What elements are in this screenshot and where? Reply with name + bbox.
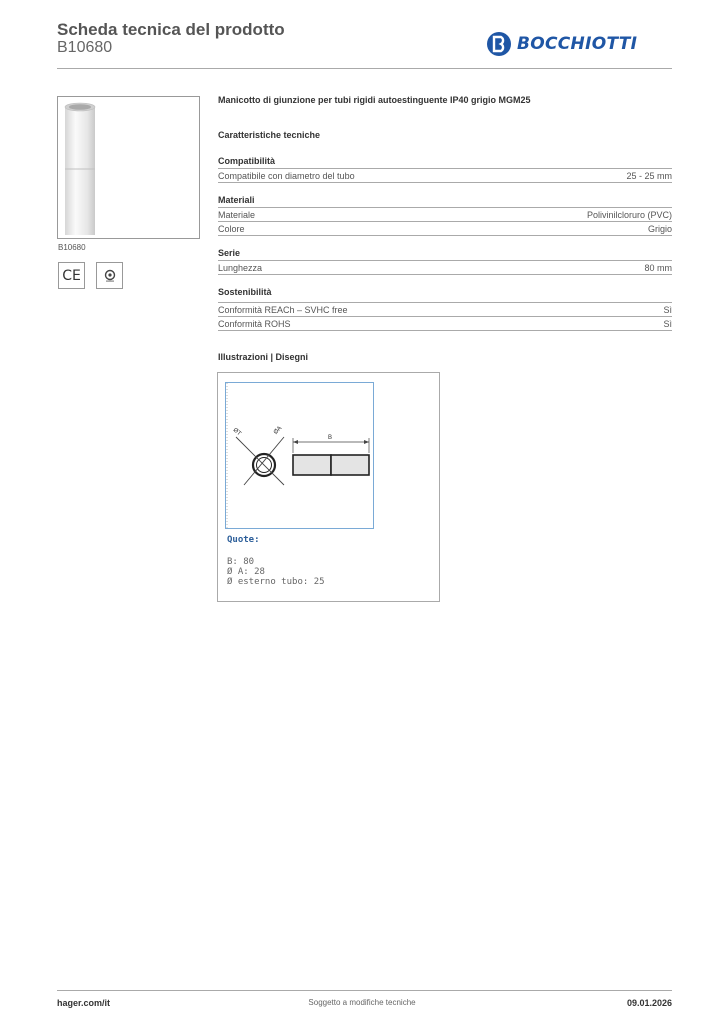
brand-logo (486, 28, 668, 60)
ce-mark: CE (58, 262, 85, 289)
spec-row-material: Materiale Polivinilcloruro (PVC) (218, 207, 672, 221)
row-divider (218, 330, 672, 331)
page-title: Scheda tecnica del prodotto (57, 20, 285, 39)
dimension-drawing (226, 383, 373, 528)
quote-line-b: B: 80 (227, 557, 255, 567)
brand-mark-icon (486, 31, 512, 57)
technical-drawing (225, 382, 374, 529)
footer-date: 09.01.2026 (626, 998, 672, 1008)
header-divider (57, 68, 672, 69)
footer-note: Soggetto a modifiche tecniche (308, 998, 416, 1007)
product-description: Manicotto di giunzione per tubi rigidi autoestinguente IP40 grigio MGM25 (218, 95, 531, 105)
specs-heading: Caratteristiche tecniche (218, 130, 321, 140)
footer-divider (57, 990, 672, 991)
brand-name: BOCCHIOTTI (517, 34, 638, 54)
imq-mark (96, 262, 123, 289)
spec-row-rohs: Conformità ROHS Sì (218, 316, 672, 330)
group-title-sustainability: Sostenibilità (218, 287, 272, 297)
row-divider (218, 182, 672, 183)
spec-row-color: Colore Grigio (218, 221, 672, 235)
row-divider (218, 274, 672, 275)
group-title-materials: Materiali (218, 195, 255, 205)
footer-website-link[interactable]: hager.com/it (57, 998, 111, 1008)
illustrations-heading: Illustrazioni | Disegni (218, 352, 309, 362)
spec-row-reach: Conformità REACh – SVHC free Sì (218, 302, 672, 316)
spec-row-tube-diameter: Compatibile con diametro del tubo 25 - 25 mm (218, 168, 672, 182)
product-image (57, 96, 200, 239)
imq-icon (103, 269, 117, 283)
quote-title: Quote: (227, 535, 260, 545)
sleeve-photo (58, 97, 199, 238)
product-code: B10680 (57, 39, 113, 56)
quote-line-tube: Ø esterno tubo: 25 (227, 577, 325, 587)
spec-row-length: Lunghezza 80 mm (218, 260, 672, 274)
group-title-series: Serie (218, 248, 241, 258)
dim-label-t: ØT (231, 427, 242, 438)
product-image-caption: B10680 (58, 243, 86, 252)
dim-label-a: ØA (272, 425, 284, 436)
dim-label-b: B (328, 435, 333, 441)
row-divider (218, 235, 672, 236)
group-title-compatibility: Compatibilità (218, 156, 276, 166)
quote-line-a: Ø A: 28 (227, 567, 265, 577)
